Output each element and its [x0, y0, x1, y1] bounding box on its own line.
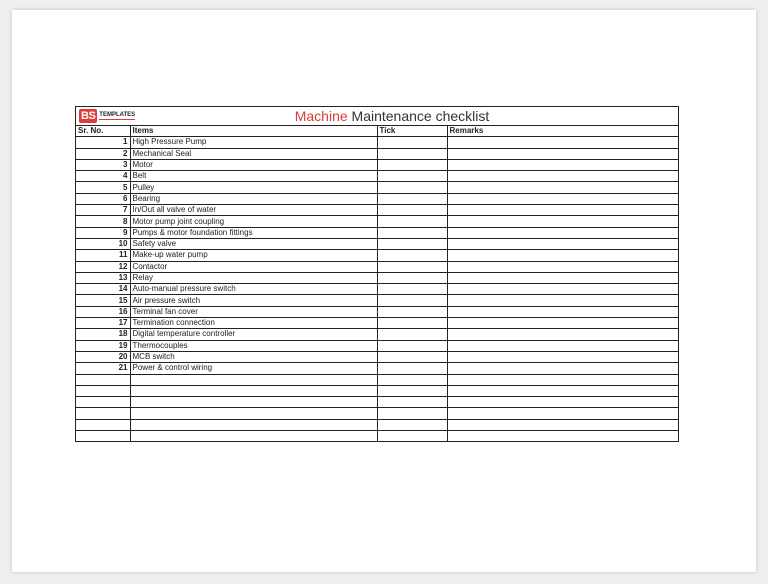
table-row: [76, 295, 678, 306]
sr-no-cell: 14: [76, 284, 130, 295]
remarks-cell[interactable]: [447, 408, 678, 419]
remarks-cell[interactable]: [447, 397, 678, 408]
remarks-cell[interactable]: [447, 148, 678, 159]
remarks-cell[interactable]: [447, 137, 678, 148]
sr-no-cell: 20: [76, 351, 130, 362]
sr-no-cell: 6: [76, 193, 130, 204]
sr-no-cell: 7: [76, 205, 130, 216]
item-cell: [130, 408, 377, 419]
sr-no-cell: [76, 419, 130, 430]
header-items: Items: [130, 126, 377, 137]
sr-no-cell: [76, 397, 130, 408]
logo-mark: BS: [81, 110, 96, 122]
remarks-cell[interactable]: [447, 216, 678, 227]
item-cell: Terminal fan cover: [130, 306, 377, 317]
tick-cell[interactable]: [377, 159, 447, 170]
tick-cell[interactable]: [377, 284, 447, 295]
item-cell: Pumps & motor foundation fittings: [130, 227, 377, 238]
tick-cell[interactable]: [377, 227, 447, 238]
tick-cell[interactable]: [377, 397, 447, 408]
item-cell: Motor: [130, 159, 377, 170]
sr-no-cell: [76, 431, 130, 442]
header-remarks: Remarks: [447, 126, 678, 137]
item-cell: Digital temperature controller: [130, 329, 377, 340]
sr-no-cell: 4: [76, 171, 130, 182]
table-row: [76, 261, 678, 272]
item-cell: Contactor: [130, 261, 377, 272]
sr-no-cell: 12: [76, 261, 130, 272]
sr-no-cell: [76, 408, 130, 419]
sr-no-cell: 17: [76, 318, 130, 329]
remarks-cell[interactable]: [447, 284, 678, 295]
table-row: [76, 351, 678, 362]
table-row: [76, 148, 678, 159]
item-cell: Pulley: [130, 182, 377, 193]
table-row: [76, 329, 678, 340]
table-row: [76, 272, 678, 283]
item-cell: Termination connection: [130, 318, 377, 329]
item-cell: Safety valve: [130, 238, 377, 249]
table-row: [76, 216, 678, 227]
table-row: [76, 159, 678, 170]
table-row: [76, 137, 678, 148]
tick-cell[interactable]: [377, 261, 447, 272]
remarks-cell[interactable]: [447, 261, 678, 272]
sr-no-cell: 21: [76, 363, 130, 374]
remarks-cell[interactable]: [447, 431, 678, 442]
tick-cell[interactable]: [377, 340, 447, 351]
tick-cell[interactable]: [377, 295, 447, 306]
checklist-table: [76, 126, 678, 441]
remarks-cell[interactable]: [447, 238, 678, 249]
tick-cell[interactable]: [377, 272, 447, 283]
header-sr-no: Sr. No.: [76, 126, 130, 137]
sr-no-cell: [76, 374, 130, 385]
table-row: [76, 374, 678, 385]
sr-no-cell: 8: [76, 216, 130, 227]
table-row: [76, 385, 678, 396]
remarks-cell[interactable]: [447, 318, 678, 329]
sr-no-cell: [76, 385, 130, 396]
remarks-cell[interactable]: [447, 306, 678, 317]
remarks-cell[interactable]: [447, 351, 678, 362]
item-cell: In/Out all valve of water: [130, 205, 377, 216]
header-row: [76, 126, 678, 137]
tick-cell[interactable]: [377, 363, 447, 374]
tick-cell[interactable]: [377, 205, 447, 216]
table-row: [76, 306, 678, 317]
item-cell: Auto-manual pressure switch: [130, 284, 377, 295]
page-title: [76, 107, 678, 125]
sr-no-cell: 3: [76, 159, 130, 170]
remarks-cell[interactable]: [447, 227, 678, 238]
checklist-body: [76, 137, 678, 442]
sr-no-cell: 11: [76, 250, 130, 261]
remarks-cell[interactable]: [447, 419, 678, 430]
remarks-cell[interactable]: [447, 329, 678, 340]
tick-cell[interactable]: [377, 431, 447, 442]
remarks-cell[interactable]: [447, 385, 678, 396]
sr-no-cell: 10: [76, 238, 130, 249]
table-row: [76, 171, 678, 182]
item-cell: [130, 419, 377, 430]
tick-cell[interactable]: [377, 216, 447, 227]
sr-no-cell: 13: [76, 272, 130, 283]
tick-cell[interactable]: [377, 193, 447, 204]
table-row: [76, 408, 678, 419]
remarks-cell[interactable]: [447, 374, 678, 385]
remarks-cell[interactable]: [447, 182, 678, 193]
item-cell: MCB switch: [130, 351, 377, 362]
sr-no-cell: 15: [76, 295, 130, 306]
item-cell: [130, 385, 377, 396]
item-cell: Power & control wiring: [130, 363, 377, 374]
item-cell: Mechanical Seal: [130, 148, 377, 159]
title-rest: Maintenance checklist: [347, 108, 490, 124]
table-row: [76, 419, 678, 430]
sr-no-cell: 1: [76, 137, 130, 148]
header-tick: Tick: [377, 126, 447, 137]
remarks-cell[interactable]: [447, 272, 678, 283]
sr-no-cell: 5: [76, 182, 130, 193]
tick-cell[interactable]: [377, 182, 447, 193]
item-cell: [130, 431, 377, 442]
item-cell: Bearing: [130, 193, 377, 204]
table-row: [76, 340, 678, 351]
sr-no-cell: 16: [76, 306, 130, 317]
tick-cell[interactable]: [377, 306, 447, 317]
table-row: [76, 182, 678, 193]
item-cell: High Pressure Pump: [130, 137, 377, 148]
item-cell: Thermocouples: [130, 340, 377, 351]
item-cell: Relay: [130, 272, 377, 283]
sr-no-cell: 2: [76, 148, 130, 159]
table-row: [76, 250, 678, 261]
table-row: [76, 227, 678, 238]
remarks-cell[interactable]: [447, 159, 678, 170]
tick-cell[interactable]: [377, 419, 447, 430]
table-row: [76, 284, 678, 295]
title-accent: Machine: [294, 108, 348, 124]
maintenance-checklist: [75, 106, 679, 442]
title-row: [76, 107, 678, 126]
sr-no-cell: 18: [76, 329, 130, 340]
table-row: [76, 205, 678, 216]
tick-cell[interactable]: [377, 318, 447, 329]
tick-cell[interactable]: [377, 148, 447, 159]
item-cell: Motor pump joint coupling: [130, 216, 377, 227]
item-cell: Belt: [130, 171, 377, 182]
tick-cell[interactable]: [377, 329, 447, 340]
tick-cell[interactable]: [377, 351, 447, 362]
table-row: [76, 318, 678, 329]
remarks-cell[interactable]: [447, 171, 678, 182]
tick-cell[interactable]: [377, 374, 447, 385]
tick-cell[interactable]: [377, 171, 447, 182]
item-cell: [130, 397, 377, 408]
remarks-cell[interactable]: [447, 193, 678, 204]
document-page: [12, 10, 756, 572]
tick-cell[interactable]: [377, 250, 447, 261]
item-cell: Make-up water pump: [130, 250, 377, 261]
table-row: [76, 363, 678, 374]
remarks-cell[interactable]: [447, 205, 678, 216]
remarks-cell[interactable]: [447, 340, 678, 351]
tick-cell[interactable]: [377, 408, 447, 419]
logo-text: TEMPLATES: [99, 112, 136, 118]
table-row: [76, 397, 678, 408]
sr-no-cell: 9: [76, 227, 130, 238]
table-row: [76, 431, 678, 442]
remarks-cell[interactable]: [447, 295, 678, 306]
remarks-cell[interactable]: [447, 250, 678, 261]
table-row: [76, 193, 678, 204]
item-cell: [130, 374, 377, 385]
table-row: [76, 238, 678, 249]
item-cell: Air pressure switch: [130, 295, 377, 306]
tick-cell[interactable]: [377, 238, 447, 249]
tick-cell[interactable]: [377, 385, 447, 396]
tick-cell[interactable]: [377, 137, 447, 148]
sr-no-cell: 19: [76, 340, 130, 351]
remarks-cell[interactable]: [447, 363, 678, 374]
